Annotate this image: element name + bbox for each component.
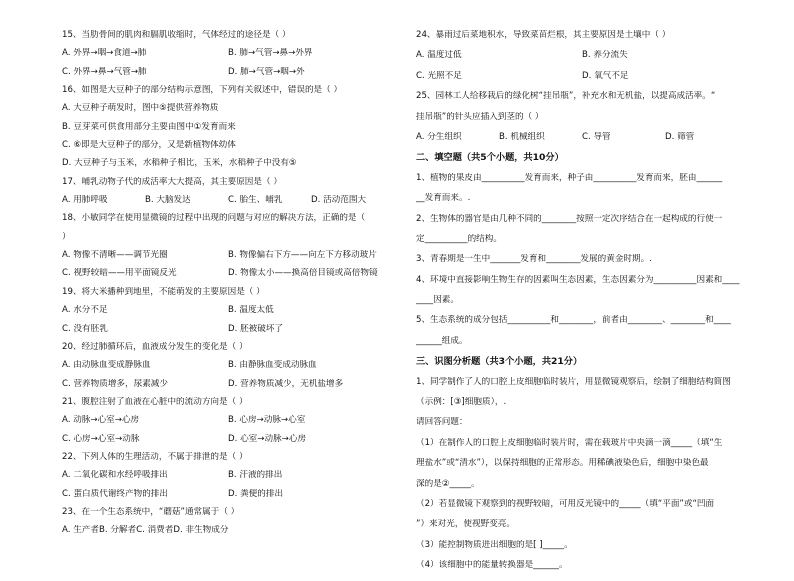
right-column bbox=[416, 30, 750, 581]
answer-option: B. 机械组织 bbox=[499, 131, 545, 142]
question-text: 深的是②_____。 bbox=[416, 478, 480, 489]
answer-option: A. 二氧化碳和水经呼吸排出 bbox=[62, 470, 168, 481]
question-text: 定__________的结构。 bbox=[416, 233, 502, 244]
answer-option: D. 营养物质减少，无机盐增多 bbox=[228, 378, 344, 389]
answer-options bbox=[62, 305, 394, 323]
question-text: 23、在一个生态系统中，“蘑菇”通常属于（ ） bbox=[62, 506, 240, 517]
question-text: （2）若显微镜下观察到的视野较暗，可用反光镜中的_____（填“平面”或“凹面 bbox=[416, 498, 715, 509]
answer-option: A. 动脉→心室→心房 bbox=[62, 415, 140, 426]
question-text: D. 大豆种子与玉米，水稻种子相比，玉米，水稻种子中没有⑤ bbox=[62, 158, 297, 169]
question-text: 理盐水”或“清水”），以保持细胞的正常形态。用稀碘液染色后，细胞中染色最 bbox=[416, 458, 709, 469]
question-text: 4、环境中直接影响生物生存的因素叫生态因素，生态因素分为__________因素和____ bbox=[416, 274, 740, 285]
answer-option: D. 物像太小——换高倍目镜或高倍物镜 bbox=[228, 268, 378, 279]
question-text: 请回答问题： bbox=[416, 417, 468, 428]
question-text: （4）该细胞中的能量转换器是______。 bbox=[416, 560, 568, 571]
question-text: A. 大豆种子萌发时，图中⑤提供营养物质 bbox=[62, 103, 219, 114]
answer-option: B. 由静脉血变成动脉血 bbox=[228, 360, 317, 371]
answer-option: A. 外界→咽→食道→肺 bbox=[62, 48, 147, 59]
answer-option: B. 温度太低 bbox=[228, 305, 274, 316]
answer-options bbox=[62, 195, 394, 213]
question-text: 3、青春期是一生中_______发育和________发展的黄金时期。. bbox=[416, 254, 652, 265]
question-text: 17、哺乳动物子代的成活率大大提高，其主要原因是（ ） bbox=[62, 176, 282, 187]
answer-options bbox=[62, 415, 394, 433]
question-text: 15、当肋骨间的肌肉和膈肌收缩时，气体经过的途径是（ ） bbox=[62, 30, 291, 40]
answer-option: D. 胚被破坏了 bbox=[228, 323, 284, 334]
question-text: 5、生态系统的成分包括__________和________，前者由________、________和____ bbox=[416, 315, 731, 326]
question-text: ____因素。 bbox=[416, 295, 459, 306]
question-text: 18、小敏同学在使用显微镜的过程中出现的问题与对应的解决方法，正确的是（ bbox=[62, 213, 366, 224]
answer-option: A. 温度过低 bbox=[416, 50, 462, 61]
answer-option: B. 汗液的排出 bbox=[228, 470, 283, 481]
answer-option: A. 由动脉血变成静脉血 bbox=[62, 360, 151, 371]
question-text: ”）来对光，使视野变亮。 bbox=[416, 519, 515, 530]
answer-options bbox=[416, 71, 750, 91]
question-text: 1、同学制作了人的口腔上皮细胞临时装片，用显微镜观察后，绘制了细胞结构简图 bbox=[416, 376, 731, 387]
question-text: 16、如图是大豆种子的部分结构示意图，下列有关叙述中，错误的是（ ） bbox=[62, 85, 343, 96]
answer-option: C. 视野较暗——用平面镜反光 bbox=[62, 268, 177, 279]
answer-options bbox=[62, 360, 394, 378]
question-text: ______组成。 bbox=[416, 335, 468, 346]
answer-options bbox=[62, 379, 394, 397]
answer-options bbox=[62, 434, 394, 452]
answer-option: C. 营养物质增多，尿素减少 bbox=[62, 378, 168, 389]
answer-options bbox=[62, 324, 394, 342]
answer-option: D. 心室→动脉→心房 bbox=[228, 433, 307, 444]
answer-option: B. 大脑发达 bbox=[145, 195, 191, 206]
question-text: __发育而来。. bbox=[416, 193, 471, 204]
answer-option: B. 心房→动脉→心室 bbox=[228, 415, 306, 426]
left-column bbox=[62, 30, 394, 544]
answer-option: A. 物像不清晰——调节光圈 bbox=[62, 250, 168, 261]
question-text: 21、腹腔注射了血液在心脏中的流动方向是（ ） bbox=[62, 396, 248, 407]
answer-options bbox=[62, 489, 394, 507]
question-text: C. ⑥即是大豆种子的部分，又是新植物体幼体 bbox=[62, 140, 236, 151]
answer-option: C. 光照不足 bbox=[416, 70, 462, 81]
answer-options bbox=[62, 250, 394, 268]
answer-options bbox=[62, 268, 394, 286]
question-text: （示例：[③]细胞质），. bbox=[416, 397, 507, 408]
question-text: （1）在制作人的口腔上皮细胞临时装片时，需在载玻片中央滴一滴_____（填“生 bbox=[416, 437, 723, 448]
answer-option: D. 氧气不足 bbox=[582, 70, 629, 81]
answer-option: C. 没有胚乳 bbox=[62, 323, 108, 334]
question-text: 22、下列人体的生理活动，不属于排泄的是（ ） bbox=[62, 451, 248, 462]
answer-options bbox=[416, 132, 750, 152]
question-text: A. 生产者B. 分解者C. 消费者D. 非生物成分 bbox=[62, 525, 229, 536]
answer-option: D. 筛管 bbox=[665, 131, 695, 142]
answer-option: C. 导管 bbox=[582, 131, 611, 142]
answer-option: C. 胎生、哺乳 bbox=[228, 195, 283, 206]
answer-options bbox=[416, 50, 750, 70]
question-text: （3）能控制物质进出细胞的是[ ]_____。 bbox=[416, 539, 573, 550]
answer-options bbox=[62, 470, 394, 488]
answer-option: D. 肺→气管→咽→外 bbox=[228, 66, 305, 77]
answer-options bbox=[62, 67, 394, 85]
answer-option: A. 用肺呼吸 bbox=[62, 195, 108, 206]
section-heading: 三、识图分析题（共3个小题，共21分） bbox=[416, 356, 583, 368]
section-heading: 二、填空题（共5个小题，共10分） bbox=[416, 152, 564, 164]
answer-option: B. 养分流失 bbox=[582, 50, 628, 61]
question-text: ） bbox=[62, 231, 71, 242]
question-text: 25、园林工人给移栽后的绿化树“挂吊瓶”，补充水和无机盐，以提高成活率。“ bbox=[416, 91, 716, 102]
answer-option: C. 外界→鼻→气管→肺 bbox=[62, 66, 147, 77]
answer-option: B. 肺→气管→鼻→外界 bbox=[228, 48, 313, 59]
question-text: 19、将大米播种到地里，不能萌发的主要原因是（ ） bbox=[62, 286, 265, 297]
answer-option: B. 物像偏右下方——向左下方移动玻片 bbox=[228, 250, 377, 261]
question-text: 2、生物体的器官是由几种不同的________按照一定次序结合在一起构成的行使一 bbox=[416, 213, 723, 224]
question-text: 1、植物的果皮由__________发育而来，种子由__________发育而来，胚由______ bbox=[416, 172, 723, 183]
answer-option: C. 心房→心室→动脉 bbox=[62, 433, 140, 444]
answer-options bbox=[62, 48, 394, 66]
question-text: 20、经过肺循环后，血液成分发生的变化是（ ） bbox=[62, 341, 248, 352]
question-text: 挂吊瓶”的针头应插入到茎的（ ） bbox=[416, 111, 544, 122]
answer-option: D. 粪便的排出 bbox=[228, 488, 284, 499]
answer-option: A. 水分不足 bbox=[62, 305, 108, 316]
answer-option: D. 活动范围大 bbox=[311, 195, 367, 206]
question-text: B. 豆芽菜可供食用部分主要由图中①发育而来 bbox=[62, 121, 236, 132]
answer-option: A. 分生组织 bbox=[416, 131, 462, 142]
question-text: 24、暴雨过后菜地积水，导致菜苗烂根，其主要原因是土壤中（ ） bbox=[416, 30, 671, 40]
answer-option: C. 蛋白质代谢终产物的排出 bbox=[62, 488, 168, 499]
